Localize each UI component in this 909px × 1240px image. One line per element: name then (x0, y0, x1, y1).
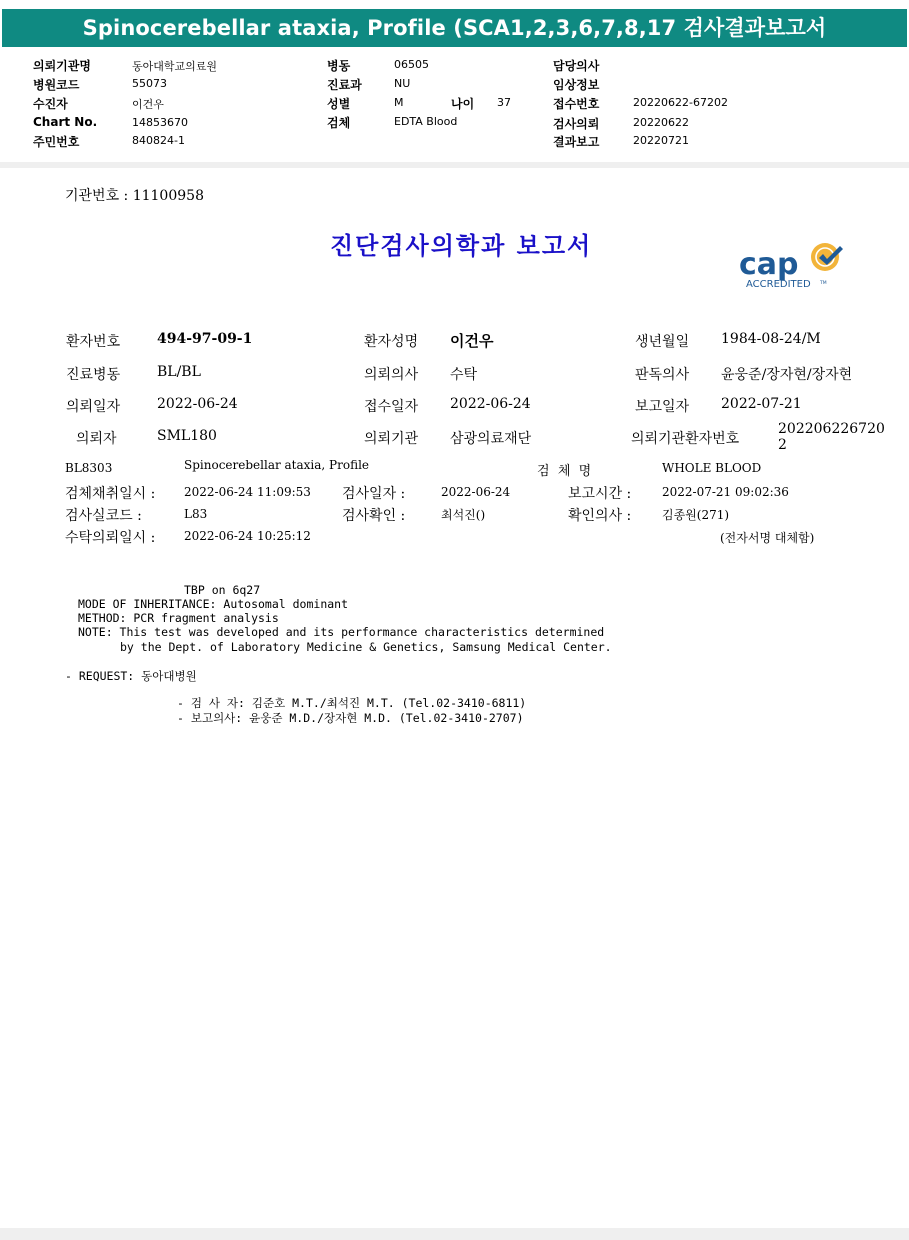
result-line: NOTE: This test was developed and its performance characteristics determined (78, 625, 605, 639)
header-value-receipt-no: 20220622-67202 (633, 96, 728, 109)
label-confirm-doctor: 확인의사 : (568, 508, 632, 524)
header-label-chart-no: Chart No. (33, 115, 98, 129)
value-institution-patient-no-line1: 202206226720 (778, 421, 885, 437)
header-label-patient: 수진자 (33, 97, 68, 111)
value-ward: BL/BL (157, 364, 201, 380)
value-patient-no: 494-97-09-1 (157, 331, 253, 347)
report-title: 진단검사의학과 보고서 (330, 231, 593, 260)
value-specimen-name: WHOLE BLOOD (662, 461, 762, 475)
label-report-time: 보고시간 : (568, 486, 632, 502)
header-value-ward: 06505 (394, 58, 429, 71)
header-label-sex: 성별 (327, 97, 351, 111)
header-value-specimen: EDTA Blood (394, 115, 458, 128)
value-lab-code: L83 (184, 507, 208, 521)
header-value-institution: 동아대학교의료원 (132, 60, 218, 73)
value-requesting-doctor: 수탁 (450, 367, 478, 383)
staff-line-reporting-doctor: - 보고의사: 윤웅준 M.D./장자현 M.D. (Tel.02-3410-2707) (177, 711, 524, 725)
label-ward: 진료병동 (66, 367, 121, 383)
label-institution-patient-no: 의뢰기관환자번호 (631, 431, 740, 447)
value-test-date: 2022-06-24 (441, 485, 511, 499)
cap-checkmark-icon (811, 243, 843, 271)
footer-band (0, 1228, 909, 1240)
header-label-ward: 병동 (327, 59, 351, 73)
cap-trademark: TM (820, 281, 827, 286)
header-value-age: 37 (497, 96, 511, 109)
title-band (2, 9, 907, 47)
header-label-resident-no: 주민번호 (33, 135, 80, 149)
test-code: BL8303 (65, 461, 113, 475)
header-separator (0, 162, 909, 168)
label-test-date: 검사일자 : (342, 486, 406, 502)
cap-accredited-text: ACCREDITED (746, 279, 811, 290)
value-request-time: 2022-06-24 10:25:12 (184, 529, 311, 543)
value-report-date: 2022-07-21 (721, 396, 802, 412)
label-requesting-doctor: 의뢰의사 (364, 367, 419, 383)
staff-line-tester: - 검 사 자: 김준호 M.T./최석진 M.T. (Tel.02-3410-6811) (177, 696, 527, 710)
value-birth-date: 1984-08-24/M (721, 331, 821, 347)
value-request-date: 2022-06-24 (157, 396, 238, 412)
label-requester: 의뢰자 (76, 431, 117, 447)
result-line: by the Dept. of Laboratory Medicine & Genetics, Samsung Medical Center. (120, 640, 612, 654)
label-request-date: 의뢰일자 (66, 399, 121, 415)
label-collection-time: 검체채취일시 : (65, 486, 156, 502)
header-value-sex: M (394, 96, 404, 109)
result-line: METHOD: PCR fragment analysis (78, 611, 279, 625)
test-name: Spinocerebellar ataxia, Profile (184, 458, 370, 472)
label-patient-no: 환자번호 (66, 334, 121, 350)
header-value-resident-no: 840824-1 (132, 134, 185, 147)
title-bar (0, 0, 909, 48)
value-receipt-date: 2022-06-24 (450, 396, 531, 412)
header-value-chart-no: 14853670 (132, 116, 188, 129)
label-request-time: 수탁의뢰일시 : (65, 530, 156, 546)
label-patient-name: 환자성명 (364, 334, 419, 350)
header-label-institution: 의뢰기관명 (33, 59, 91, 73)
value-report-time: 2022-07-21 09:02:36 (662, 485, 789, 499)
value-test-confirm: 최석진() (441, 508, 486, 522)
header-value-hospital-code: 55073 (132, 77, 167, 90)
result-line: MODE OF INHERITANCE: Autosomal dominant (78, 597, 349, 611)
value-requesting-institution: 삼광의료재단 (450, 431, 532, 447)
result-line: TBP on 6q27 (184, 583, 261, 597)
request-line: - REQUEST: 동아대병원 (65, 669, 197, 683)
header-label-test-request: 검사의뢰 (553, 117, 600, 131)
label-receipt-date: 접수일자 (364, 399, 419, 415)
header-label-receipt-no: 접수번호 (553, 97, 600, 111)
header-label-age: 나이 (451, 97, 475, 111)
value-patient-name: 이건우 (450, 332, 494, 350)
electronic-signature-note: (전자서명 대체함) (720, 531, 815, 545)
header-label-specimen: 검체 (327, 116, 351, 130)
label-reading-doctor: 판독의사 (635, 367, 690, 383)
header-label-department: 진료과 (327, 78, 362, 92)
header-label-doctor: 담당의사 (553, 59, 600, 73)
value-requester: SML180 (157, 428, 217, 444)
document-title: Spinocerebellar ataxia, Profile (SCA1,2,3,6,7,8,17 검사결과보고서 (82, 16, 827, 40)
cap-accredited-logo (737, 238, 855, 292)
header-value-patient: 이건우 (132, 98, 164, 111)
value-confirm-doctor: 김종원(271) (662, 508, 730, 522)
header-value-department: NU (394, 77, 411, 90)
label-test-confirm: 검사확인 : (342, 508, 406, 524)
label-requesting-institution: 의뢰기관 (364, 431, 419, 447)
value-collection-time: 2022-06-24 11:09:53 (184, 485, 311, 499)
institution-number: 기관번호 : 11100958 (65, 188, 204, 204)
label-birth-date: 생년월일 (635, 334, 690, 350)
header-label-hospital-code: 병원코드 (33, 78, 80, 92)
header-value-test-request: 20220622 (633, 116, 689, 129)
label-specimen-name: 검 체 명 (537, 464, 592, 479)
value-institution-patient-no-line2: 2 (778, 437, 787, 453)
header-value-result-report: 20220721 (633, 134, 689, 147)
label-report-date: 보고일자 (635, 399, 690, 415)
header-label-clinical-info: 임상정보 (553, 78, 600, 92)
header-label-result-report: 결과보고 (553, 135, 600, 149)
value-reading-doctor: 윤웅준/장자현/장자현 (721, 367, 853, 383)
label-lab-code: 검사실코드 : (65, 508, 142, 524)
cap-word: cap (739, 247, 799, 282)
